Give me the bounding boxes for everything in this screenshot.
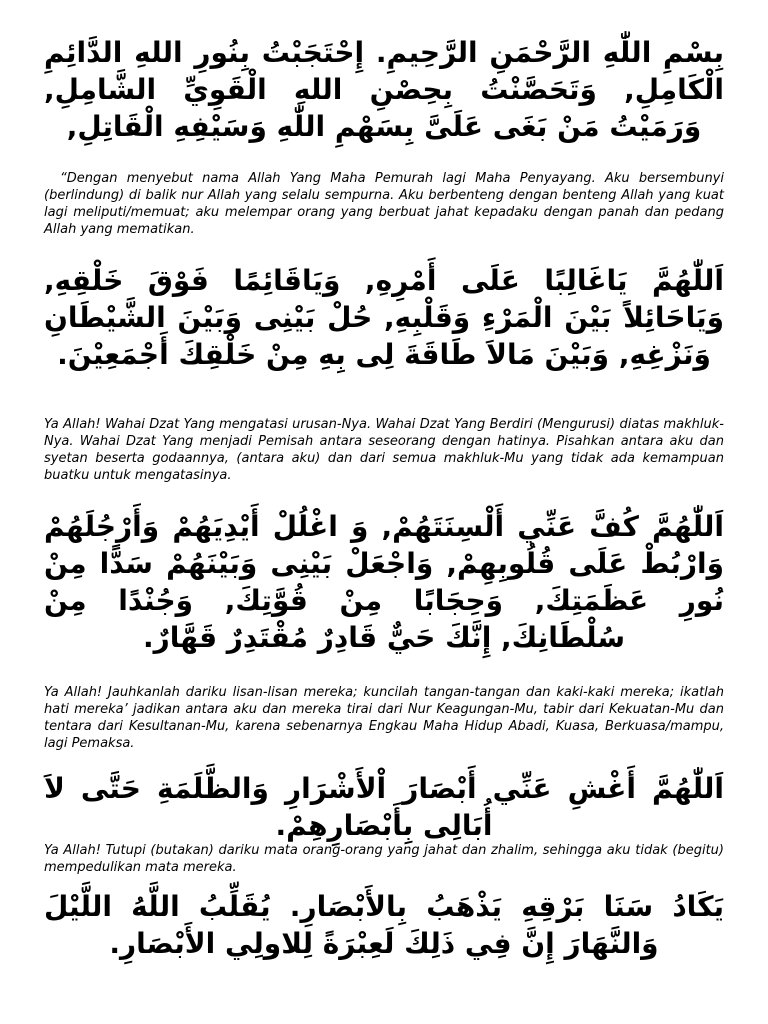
translation-passage-4: Ya Allah! Tutupi (butakan) dariku mata orang-orang yang jahat dan zhalim, sehingga aku tidak (begitu) mempedulikan mata mereka. <box>44 843 724 875</box>
translation-passage-2: Ya Allah! Wahai Dzat Yang mengatasi urusan-Nya. Wahai Dzat Yang Berdiri (Mengurusi) diatas makhluk-Nya. Wahai Dzat Yang menjadi Pemisah antara seseorang dengan hatinya. Pisahkan antara aku dan syetan beserta godaannya, (antara aku) dan dari semua makhluk-Mu yang tidak ada kemampuan buatku untuk mengatasinya. <box>44 417 724 483</box>
arabic-passage-1: بِسْمِ اللّٰهِ الرَّحْمَنِ الرَّحِيمِ. إِحْتَجَبْتُ بِنُورِ اللهِ الدَّائِمِ الْكَامِلِ, وَتَحَصَّنْتُ بِحِصْنِ اللهِ الْقَوِيِّ الشَّامِلِ, وَرَمَيْتُ مَنْ بَغَى عَلَىَّ بِسَهْمِ اللّٰهِ وَسَيْفِهِ الْقَاتِلِ, <box>44 36 724 143</box>
translation-passage-1: “Dengan menyebut nama Allah Yang Maha Pemurah lagi Maha Penyayang. Aku bersembunyi (berlindung) di balik nur Allah yang selalu sempurna. Aku berbenteng dengan benteng Allah yang kuat lagi meliputi/memuat; aku melempar orang yang berbuat jahat kepadaku dengan panah dan pedang Allah yang mematikan. <box>44 171 724 237</box>
document-page <box>44 34 724 998</box>
arabic-passage-2: اَللّٰهُمَّ يَاغَالِبًا عَلَى أَمْرِهِ, وَيَاقَائِمًا فَوْقَ خَلْقِهِ, وَيَاحَائِلاً بَيْنَ الْمَرْءِ وَقَلْبِهِ, حُلْ بَيْنِى وَبَيْنَ الشَّيْطَانِ وَنَزْغِهِ, وَبَيْنَ مَالاَ طَاقَةَ لِى بِهِ مِنْ خَلْقِكَ أَجْمَعِيْنَ. <box>44 264 724 371</box>
arabic-passage-3: اَللّٰهُمَّ كُفَّ عَنِّي أَلْسِنَتَهُمْ, وَ اغْلُلْ أَيْدِيَهُمْ وَأَرْجُلَهُمْ وَارْبُطْ عَلَى قُلُوبِهِمْ, وَاجْعَلْ بَيْنِى وَبَيْنَهُمْ سَدًّا مِنْ نُورِ عَظَمَتِكَ, وَحِجَابًا مِنْ قُوَّتِكَ, وَجُنْدًا مِنْ سُلْطَانِكَ, إِنَّكَ حَيٌّ قَادِرٌ مُقْتَدِرٌ قَهَّارٌ. <box>44 510 724 654</box>
arabic-passage-5: يَكَادُ سَنَا بَرْقِهِ يَذْهَبُ بِالأَبْصَارِ. يُقَلِّبُ اللَّهُ اللَّيْلَ وَالنَّهَارَ إِنَّ فِي ذَلِكَ لَعِبْرَةً لِلاولِي الأَبْصَارِ. <box>44 890 724 960</box>
translation-passage-3: Ya Allah! Jauhkanlah dariku lisan-lisan mereka; kuncilah tangan-tangan dan kaki-kaki mereka; ikatlah hati mereka’ jadikan antara aku dan mereka tirai dari Nur Keagungan-Mu, tabir dari Kekuatan-Mu dan tentara dari Kesultanan-Mu, karena sebenarnya Engkau Maha Hidup Abadi, Kuasa, Berkuasa/mampu, lagi Pemaksa. <box>44 685 724 751</box>
arabic-passage-4: اَللّٰهُمَّ أَغْشِ عَنِّي أَبْصَارَ اْلأَشْرَارِ وَالظَّلَمَةِ حَتَّى لاَ أُبَالِى بِأَبْصَارِهِمْ. <box>44 772 724 842</box>
